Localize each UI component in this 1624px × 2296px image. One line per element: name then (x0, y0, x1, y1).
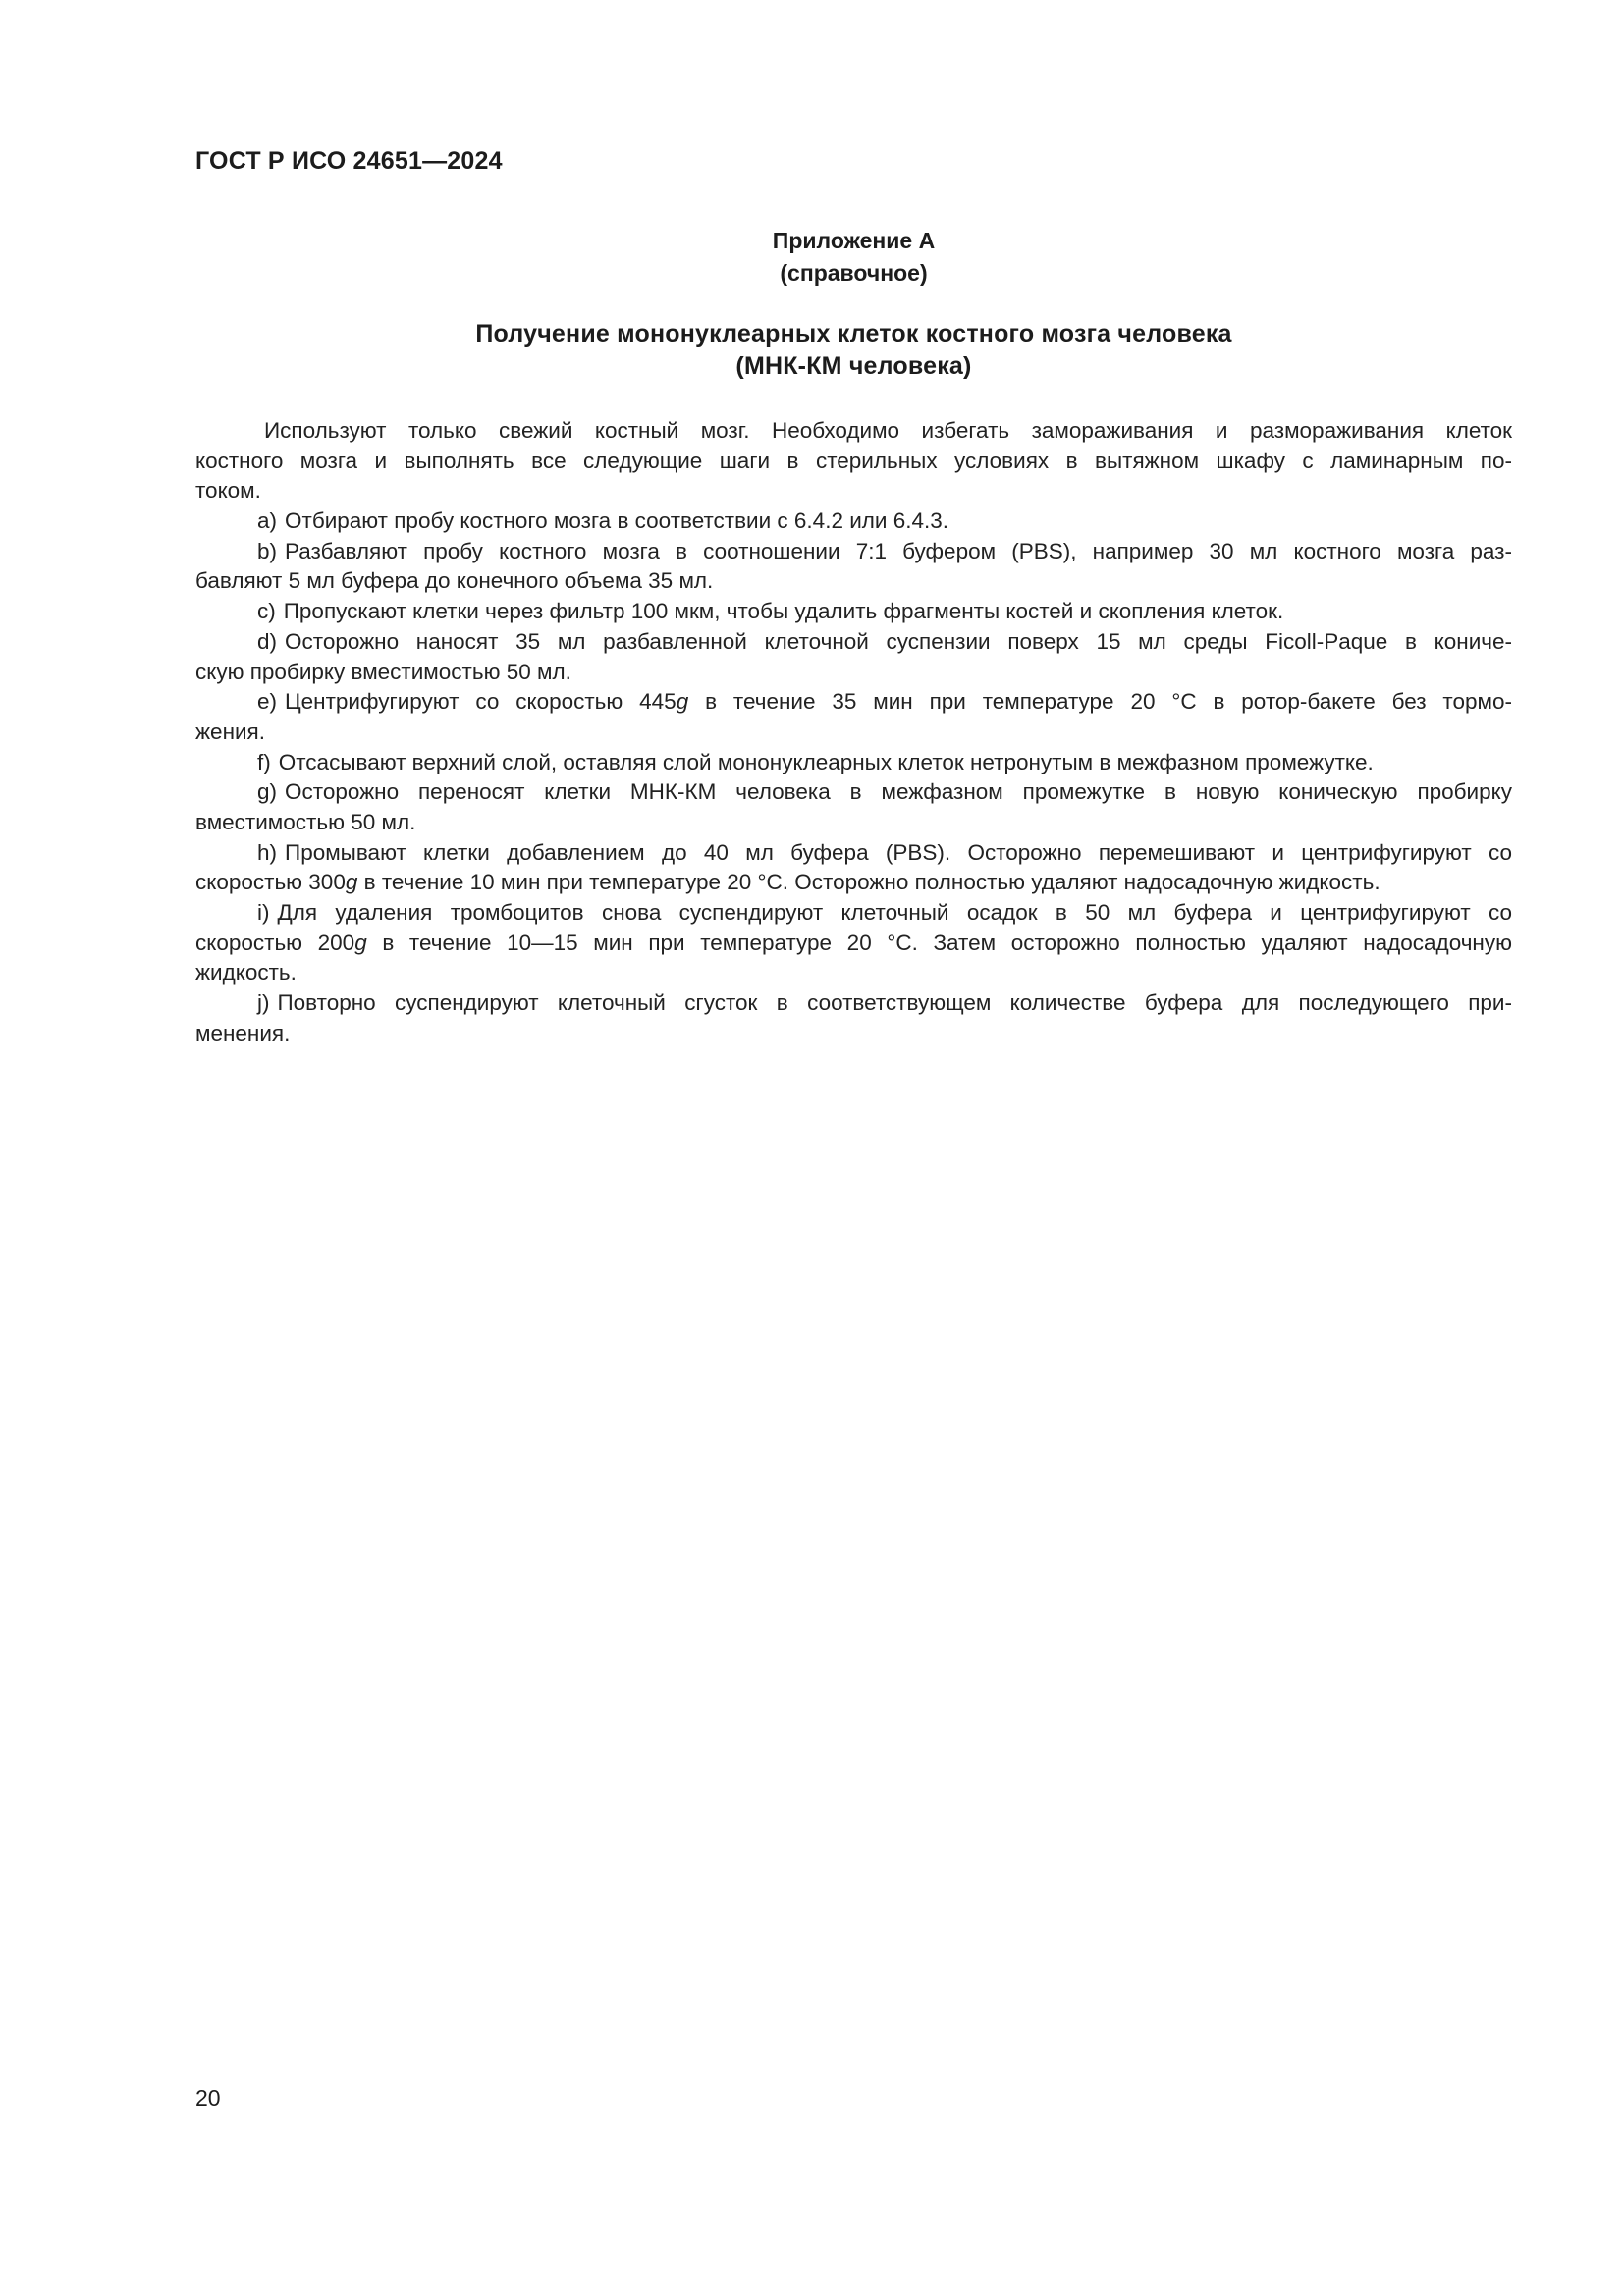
step-item-g (195, 777, 1512, 837)
step-text: в течение 10 мин при температуре 20 °C. Осторожно полностью удаляют надосадочную жидкость. (357, 870, 1380, 895)
annex-title-line: Получение мононуклеарных клеток костного мозга человека (475, 320, 1232, 347)
text-line (195, 687, 1512, 718)
step-marker: j) (257, 990, 270, 1016)
step-text: в течение 10—15 мин при температуре 20 °C. Затем осторожно полностью удаляют надосадочную (366, 930, 1512, 955)
step-text: Центрифугируют со скоростью 445 (285, 689, 677, 715)
step-item-i (195, 898, 1512, 988)
annex-body (195, 416, 1512, 1048)
text-line (195, 507, 1512, 537)
step-marker: a) (257, 508, 278, 534)
step-item-a (195, 507, 1512, 537)
text-line: менения. (195, 1020, 291, 1045)
text-line (195, 898, 1512, 929)
text-line (195, 748, 1512, 778)
step-text: Осторожно переносят клетки МНК-КМ человека в межфазном промежутке в новую коническую пробирку (285, 779, 1512, 805)
step-item-c (195, 597, 1512, 627)
annex-kind: (справочное) (780, 260, 928, 286)
text-line: жидкость. (195, 960, 297, 986)
text-line: током. (195, 478, 261, 504)
g-force-symbol: g (354, 930, 367, 955)
step-item-e (195, 687, 1512, 747)
text-line: бавляют 5 мл буфера до конечного объема 35 мл. (195, 568, 714, 594)
step-text: скоростью 200 (195, 930, 355, 955)
annex-label: Приложение А (772, 228, 936, 253)
text-line: Используют только свежий костный мозг. Необходимо избегать замораживания и размораживания клеток (264, 418, 1512, 443)
step-text: Разбавляют пробу костного мозга в соотношении 7:1 буфером (PBS), например 30 мл костного мозга раз- (285, 538, 1512, 563)
g-force-symbol: g (345, 870, 358, 895)
step-marker: b) (257, 538, 278, 563)
step-text: Осторожно наносят 35 мл разбавленной клеточной суспензии поверх 15 мл среды Ficoll-Paque в кониче- (285, 628, 1512, 654)
annex-title-line: (МНК-КМ человека) (735, 352, 972, 380)
text-line (195, 597, 1512, 627)
text-line: скую пробирку вместимостью 50 мл. (195, 659, 571, 684)
text-line: жения. (195, 719, 265, 744)
text-line: вместимостью 50 мл. (195, 809, 416, 834)
step-marker: i) (257, 900, 270, 925)
step-marker: e) (257, 689, 278, 715)
text-line (195, 777, 1512, 808)
text-line (195, 868, 1512, 898)
step-marker: c) (257, 599, 276, 624)
step-text: Повторно суспендируют клеточный сгусток в соответствующем количестве буфера для последующего при- (277, 990, 1512, 1016)
document-header: ГОСТ Р ИСО 24651—2024 (195, 147, 503, 175)
step-text: Пропускают клетки через фильтр 100 мкм, чтобы удалить фрагменты костей и скопления клеток. (283, 599, 1284, 624)
intro-paragraph (195, 416, 1512, 507)
g-force-symbol: g (676, 689, 689, 715)
text-line (195, 537, 1512, 567)
page-number: 20 (195, 2085, 221, 2110)
step-text: скоростью 300 (195, 870, 346, 895)
step-item-j (195, 988, 1512, 1048)
text-line: костного мозга и выполнять все следующие шаги в стерильных условиях в вытяжном шкафу с ламинарным по- (195, 448, 1512, 473)
step-item-f (195, 748, 1512, 778)
step-marker: h) (257, 839, 278, 865)
step-item-b (195, 537, 1512, 597)
text-line (195, 929, 1512, 959)
step-text: в течение 35 мин при температуре 20 °C в ротор-бакете без тормо- (688, 689, 1512, 715)
step-marker: f) (257, 749, 271, 774)
step-marker: g) (257, 779, 278, 805)
step-text: Промывают клетки добавлением до 40 мл буфера (PBS). Осторожно перемешивают и центрифугируют со (285, 839, 1512, 865)
text-line (195, 988, 1512, 1019)
text-line (195, 627, 1512, 658)
step-text: Для удаления тромбоцитов снова суспендируют клеточный осадок в 50 мл буфера и центрифугируют со (277, 900, 1512, 925)
step-text: Отсасывают верхний слой, оставляя слой мононуклеарных клеток нетронутым в межфазном промежутке. (278, 749, 1374, 774)
step-marker: d) (257, 628, 278, 654)
step-text: Отбирают пробу костного мозга в соответствии с 6.4.2 или 6.4.3. (285, 508, 949, 534)
text-line (195, 838, 1512, 869)
step-item-d (195, 627, 1512, 687)
step-item-h (195, 838, 1512, 898)
